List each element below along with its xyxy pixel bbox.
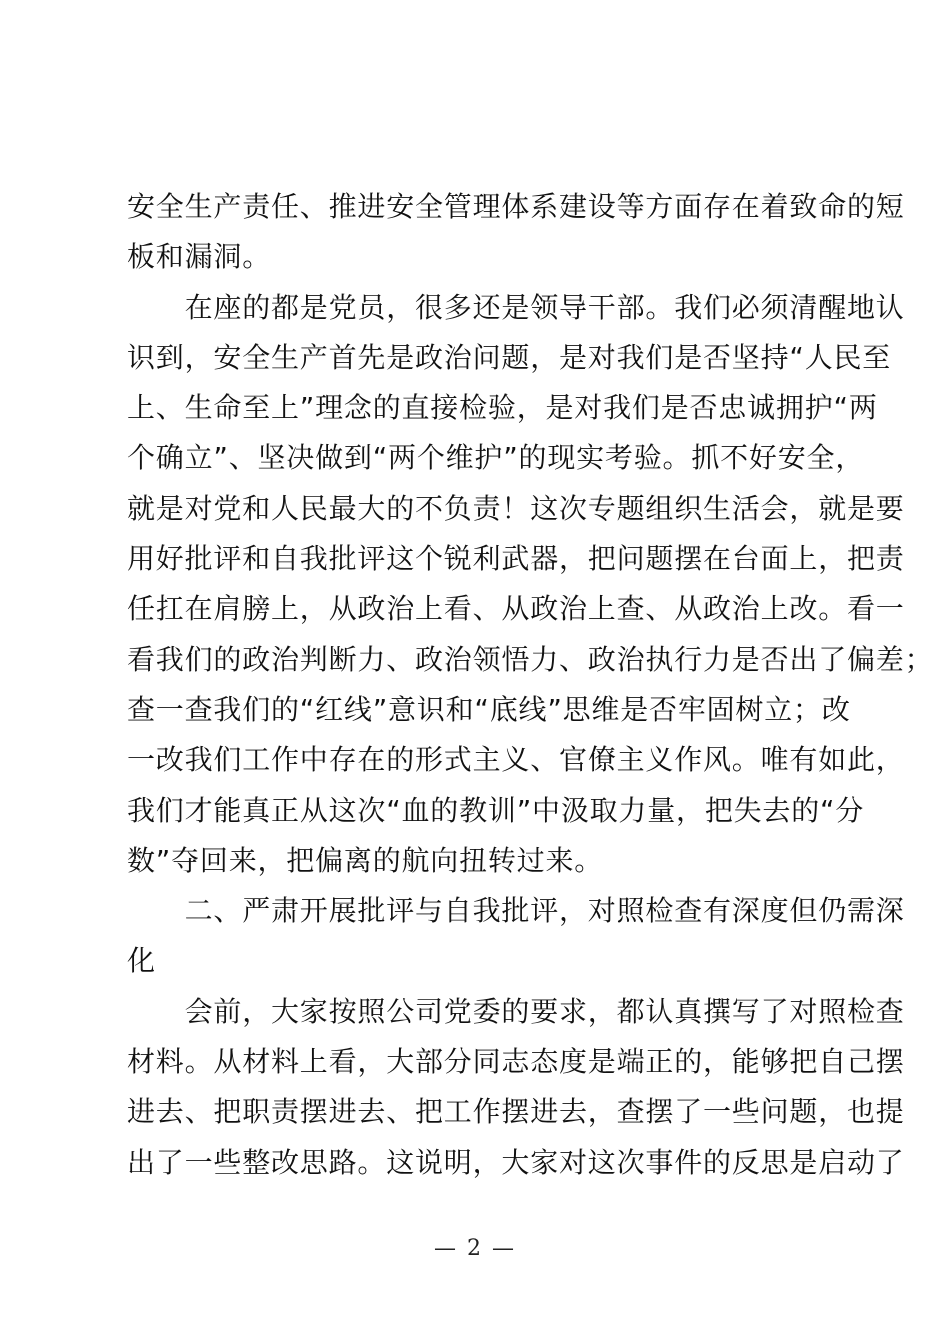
page-number: — 2 — bbox=[434, 1236, 516, 1261]
text-line: 会前，大家按照公司党委的要求，都认真撰写了对照检查 bbox=[127, 994, 905, 1028]
text-line: 我们才能真正从这次“血的教训”中汲取力量，把失去的“分 bbox=[127, 793, 865, 827]
text-line: 识到，安全生产首先是政治问题，是对我们是否坚持“人民至 bbox=[127, 340, 892, 374]
text-line: 用好批评和自我批评这个锐利武器，把问题摆在台面上，把责 bbox=[127, 542, 905, 576]
text-line: 安全生产责任、推进安全管理体系建设等方面存在着致命的短 bbox=[127, 190, 905, 223]
text-line: 进去、把职责摆进去、把工作摆进去，查摆了一些问题，也提 bbox=[127, 1095, 905, 1129]
section-heading-line: 化 bbox=[127, 944, 156, 978]
text-line: 查一查我们的“红线”意识和“底线”思维是否牢固树立；改 bbox=[127, 692, 851, 726]
text-line: 就是对党和人民最大的不负责！这次专题组织生活会，就是要 bbox=[127, 491, 905, 525]
text-line: 个确立”、坚决做到“两个维护”的现实考验。抓不好安全， bbox=[127, 441, 865, 475]
text-line: 任扛在肩膀上，从政治上看、从政治上查、从政治上改。看一 bbox=[127, 592, 905, 626]
text-line: 一改我们工作中存在的形式主义、官僚主义作风。唯有如此， bbox=[127, 743, 905, 777]
body-text bbox=[127, 182, 934, 1188]
text-line: 材料。从材料上看，大部分同志态度是端正的，能够把自己摆 bbox=[127, 1045, 905, 1079]
text-line: 上、生命至上”理念的直接检验，是对我们是否忠诚拥护“两 bbox=[127, 391, 878, 425]
text-line: 板和漏洞。 bbox=[127, 240, 272, 274]
text-line: 在座的都是党员，很多还是领导干部。我们必须清醒地认 bbox=[127, 290, 905, 324]
text-line: 数”夺回来，把偏离的航向扭转过来。 bbox=[127, 843, 604, 877]
section-heading-line: 二、严肃开展批评与自我批评，对照检查有深度但仍需深 bbox=[127, 894, 905, 928]
text-line: 看我们的政治判断力、政治领悟力、政治执行力是否出了偏差； bbox=[127, 642, 934, 676]
text-line: 出了一些整改思路。这说明，大家对这次事件的反思是启动了 bbox=[127, 1145, 905, 1179]
